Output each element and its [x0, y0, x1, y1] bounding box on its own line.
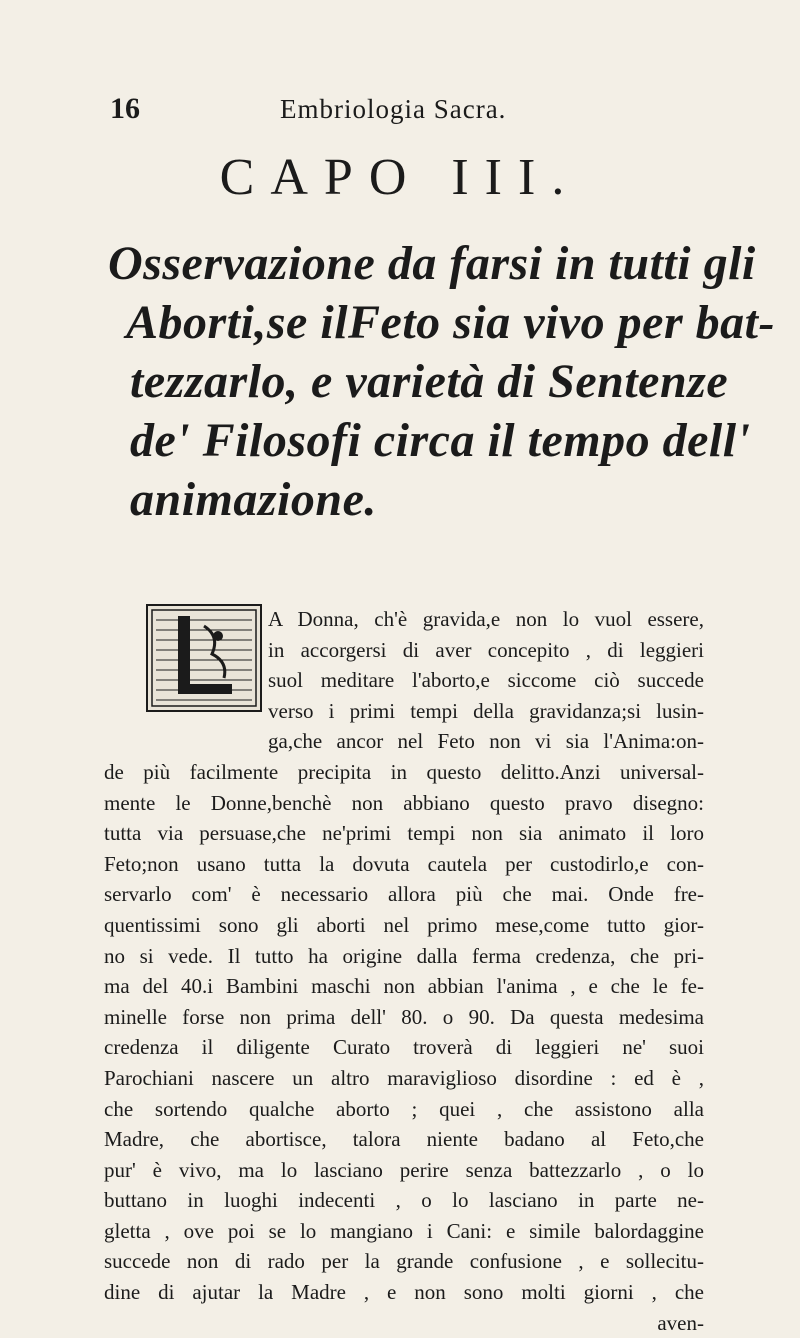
text-line: Madre, che abortisce, talora niente badano al Feto,che [104, 1127, 704, 1152]
text-line: quentissimi sono gli aborti nel primo mese,come tutto gior- [104, 912, 704, 937]
text-line: buttano in luoghi indecenti , o lo lasciano in parte ne- [104, 1188, 704, 1213]
title-line: Osservazione da farsi in tutti gli [108, 237, 756, 290]
text-line: ga,che ancor nel Feto non vi sia l'Anima:on- [268, 729, 704, 754]
text-line: che sortendo qualche aborto ; quei , che assistono alla [104, 1096, 704, 1121]
text-line: pur' è vivo, ma lo lasciano perire senza battezzarlo , o lo [104, 1157, 704, 1182]
text-line: dine di ajutar la Madre , e non sono molti giorni , che [104, 1280, 704, 1305]
text-line: Parochiani nascere un altro maraviglioso disordine : ed è , [104, 1065, 704, 1090]
text-line: mente le Donne,benchè non abbiano questo pravo disegno: [104, 790, 704, 815]
text-line: gletta , ove poi se lo mangiano i Cani: e simile balordaggine [104, 1218, 704, 1243]
text-line: verso i primi tempi della gravidanza;si lusin- [268, 698, 704, 723]
drop-cap-ornament [146, 604, 262, 712]
text-line: tutta via persuase,che ne'primi tempi non sia animato il loro [104, 821, 704, 846]
ornamental-initial-icon [148, 606, 260, 710]
running-title: Embriologia Sacra. [280, 94, 507, 124]
page-number: 16 [110, 92, 140, 125]
chapter-heading: CAPO III. [219, 149, 581, 206]
text-line: servarlo com' è necessario allora più che mai. Onde fre- [104, 882, 704, 907]
text-line: succede non di rado per la grande confusione , e sollecitu- [104, 1249, 704, 1274]
title-line: animazione. [130, 473, 377, 526]
text-line: credenza il diligente Curato troverà di leggieri ne' suoi [104, 1035, 704, 1060]
text-line: in accorgersi di aver concepito , di leggieri [268, 637, 704, 662]
catchword: aven- [657, 1310, 704, 1335]
text-line: A Donna, ch'è gravida,e non lo vuol essere, [268, 607, 704, 631]
text-line: Feto;non usano tutta la dovuta cautela per custodirlo,e con- [104, 851, 704, 876]
running-head [110, 92, 710, 132]
text-line: minelle forse non prima dell' 80. o 90. Da questa medesima [104, 1004, 704, 1029]
chapter-title [108, 234, 775, 529]
text-line: suol meditare l'aborto,e siccome ciò succede [268, 668, 704, 693]
text-line: de più facilmente precipita in questo delitto.Anzi universal- [104, 759, 704, 784]
body-text [104, 604, 704, 1338]
title-line: tezzarlo, e varietà di Sentenze [130, 355, 729, 408]
title-line: Aborti,se ilFeto sia vivo per bat- [126, 296, 775, 349]
text-line: no si vede. Il tutto ha origine dalla ferma credenza, che pri- [104, 943, 704, 968]
title-line: de' Filosofi circa il tempo dell' [130, 414, 751, 467]
text-line: ma del 40.i Bambini maschi non abbian l'anima , e che le fe- [104, 974, 704, 999]
